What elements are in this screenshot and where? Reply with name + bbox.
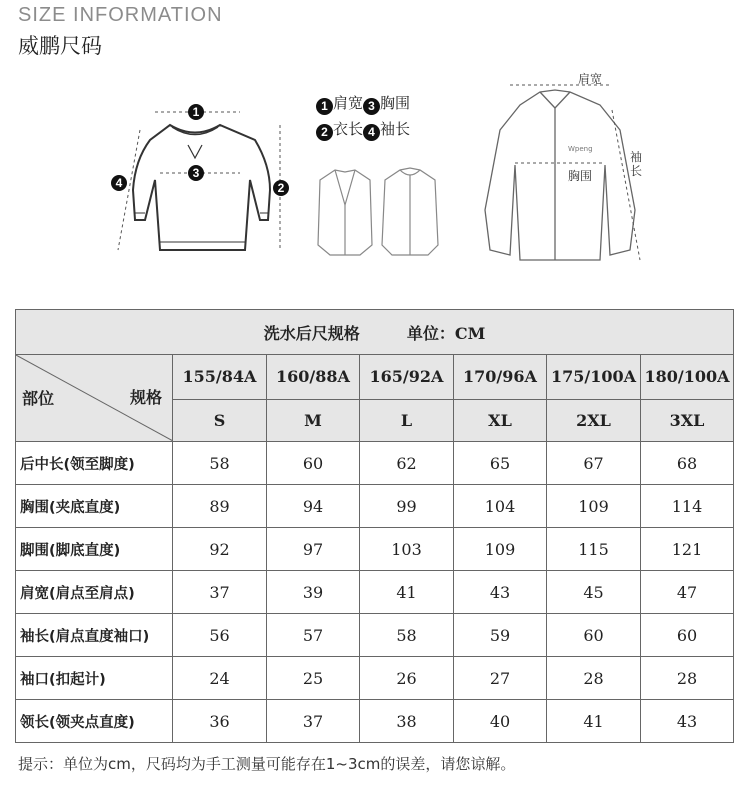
header-title-cn: 威鹏尺码 [18, 34, 102, 58]
table-row [16, 485, 734, 528]
size-code: 160/88A [267, 355, 360, 400]
table-cell: 109 [454, 528, 547, 571]
row-part-label: 脚围(脚底直度) [16, 528, 173, 571]
row-part-label: 胸围(夹底直度) [16, 485, 173, 528]
sweater-markers [111, 104, 289, 196]
table-unit: 单位：CM [406, 323, 486, 343]
size-code: 180/100A [641, 355, 734, 400]
row-part-label: 袖长(肩点直度袖口) [16, 614, 173, 657]
marker-4: 4 [115, 176, 123, 190]
table-cell: 56 [173, 614, 267, 657]
shirt-sleeve-label: 袖长 [630, 150, 643, 178]
table-cell: 109 [547, 485, 641, 528]
shirt-shoulder-label: 肩宽 [578, 72, 603, 86]
table-title [16, 310, 734, 355]
table-cell: 37 [267, 700, 360, 743]
table-cell: 60 [267, 442, 360, 485]
table-row [16, 657, 734, 700]
legend-label: 胸围 [380, 94, 411, 112]
table-cell: 58 [360, 614, 454, 657]
marker-3: 3 [192, 166, 200, 180]
table-row [16, 528, 734, 571]
corner-label-spec: 规格 [129, 388, 162, 407]
table-cell: 65 [454, 442, 547, 485]
marker-2: 2 [277, 181, 285, 195]
size-letter: L [360, 399, 454, 442]
header-title-en: SIZE INFORMATION [18, 4, 223, 26]
table-cell: 60 [547, 614, 641, 657]
row-part-label: 肩宽(肩点至肩点) [16, 571, 173, 614]
size-code: 170/96A [454, 355, 547, 400]
table-row [16, 571, 734, 614]
row-part-label: 领长(领夹点直度) [16, 700, 173, 743]
table-cell: 45 [547, 571, 641, 614]
table-cell: 60 [641, 614, 734, 657]
legend-label: 袖长 [380, 120, 411, 138]
marker-1: 1 [192, 105, 200, 119]
table-cell: 104 [454, 485, 547, 528]
table-cell: 27 [454, 657, 547, 700]
table-cell: 99 [360, 485, 454, 528]
legend-row-2 [316, 116, 410, 142]
table-cell: 59 [454, 614, 547, 657]
table-cell: 37 [173, 571, 267, 614]
legend-row-1 [316, 90, 410, 116]
table-cell: 41 [547, 700, 641, 743]
table-body [16, 442, 734, 743]
table-cell: 36 [173, 700, 267, 743]
table-row [16, 442, 734, 485]
measurement-legend [316, 90, 410, 142]
table-cell: 24 [173, 657, 267, 700]
size-letter: XL [454, 399, 547, 442]
table-corner [16, 355, 173, 442]
table-cell: 58 [173, 442, 267, 485]
shirt-brand-label: Wpeng [568, 145, 593, 153]
legend-num: 3 [363, 98, 380, 115]
table-cell: 40 [454, 700, 547, 743]
table-title-text: 洗水后尺规格 [263, 323, 360, 343]
table-cell: 47 [641, 571, 734, 614]
size-letter: 2XL [547, 399, 641, 442]
blazer-sketch [318, 170, 372, 255]
code-row [16, 355, 734, 400]
size-code: 165/92A [360, 355, 454, 400]
legend-num: 1 [316, 98, 333, 115]
table-cell: 115 [547, 528, 641, 571]
jacket-sketch [382, 168, 438, 255]
table-cell: 41 [360, 571, 454, 614]
table-cell: 103 [360, 528, 454, 571]
table-cell: 43 [454, 571, 547, 614]
size-code: 155/84A [173, 355, 267, 400]
table-row [16, 614, 734, 657]
table-cell: 28 [547, 657, 641, 700]
table-cell: 67 [547, 442, 641, 485]
table-row [16, 700, 734, 743]
size-letter: 3XL [641, 399, 734, 442]
table-cell: 89 [173, 485, 267, 528]
size-code: 175/100A [547, 355, 641, 400]
shirt-diagram [485, 90, 635, 260]
legend-num: 2 [316, 124, 333, 141]
table-cell: 62 [360, 442, 454, 485]
table-cell: 121 [641, 528, 734, 571]
legend-num: 4 [363, 124, 380, 141]
table-cell: 57 [267, 614, 360, 657]
size-note: 提示：单位为cm，尺码均为手工测量可能存在1~3cm的误差，请您谅解。 [18, 755, 516, 773]
table-cell: 68 [641, 442, 734, 485]
row-part-label: 后中长(领至脚度) [16, 442, 173, 485]
legend-label: 肩宽 [333, 94, 364, 112]
sweater-diagram [133, 125, 270, 250]
size-letter: S [173, 399, 267, 442]
row-part-label: 袖口(扣起计) [16, 657, 173, 700]
corner-label-part: 部位 [22, 389, 55, 408]
table-cell: 92 [173, 528, 267, 571]
table-cell: 97 [267, 528, 360, 571]
table-cell: 39 [267, 571, 360, 614]
size-table [15, 309, 734, 743]
table-cell: 28 [641, 657, 734, 700]
shirt-chest-label: 胸围 [568, 169, 593, 183]
table-cell: 25 [267, 657, 360, 700]
table-cell: 38 [360, 700, 454, 743]
table-cell: 43 [641, 700, 734, 743]
table-cell: 26 [360, 657, 454, 700]
table-cell: 114 [641, 485, 734, 528]
size-letter: M [267, 399, 360, 442]
table-cell: 94 [267, 485, 360, 528]
table-title-row [16, 310, 734, 355]
legend-label: 衣长 [333, 120, 364, 138]
